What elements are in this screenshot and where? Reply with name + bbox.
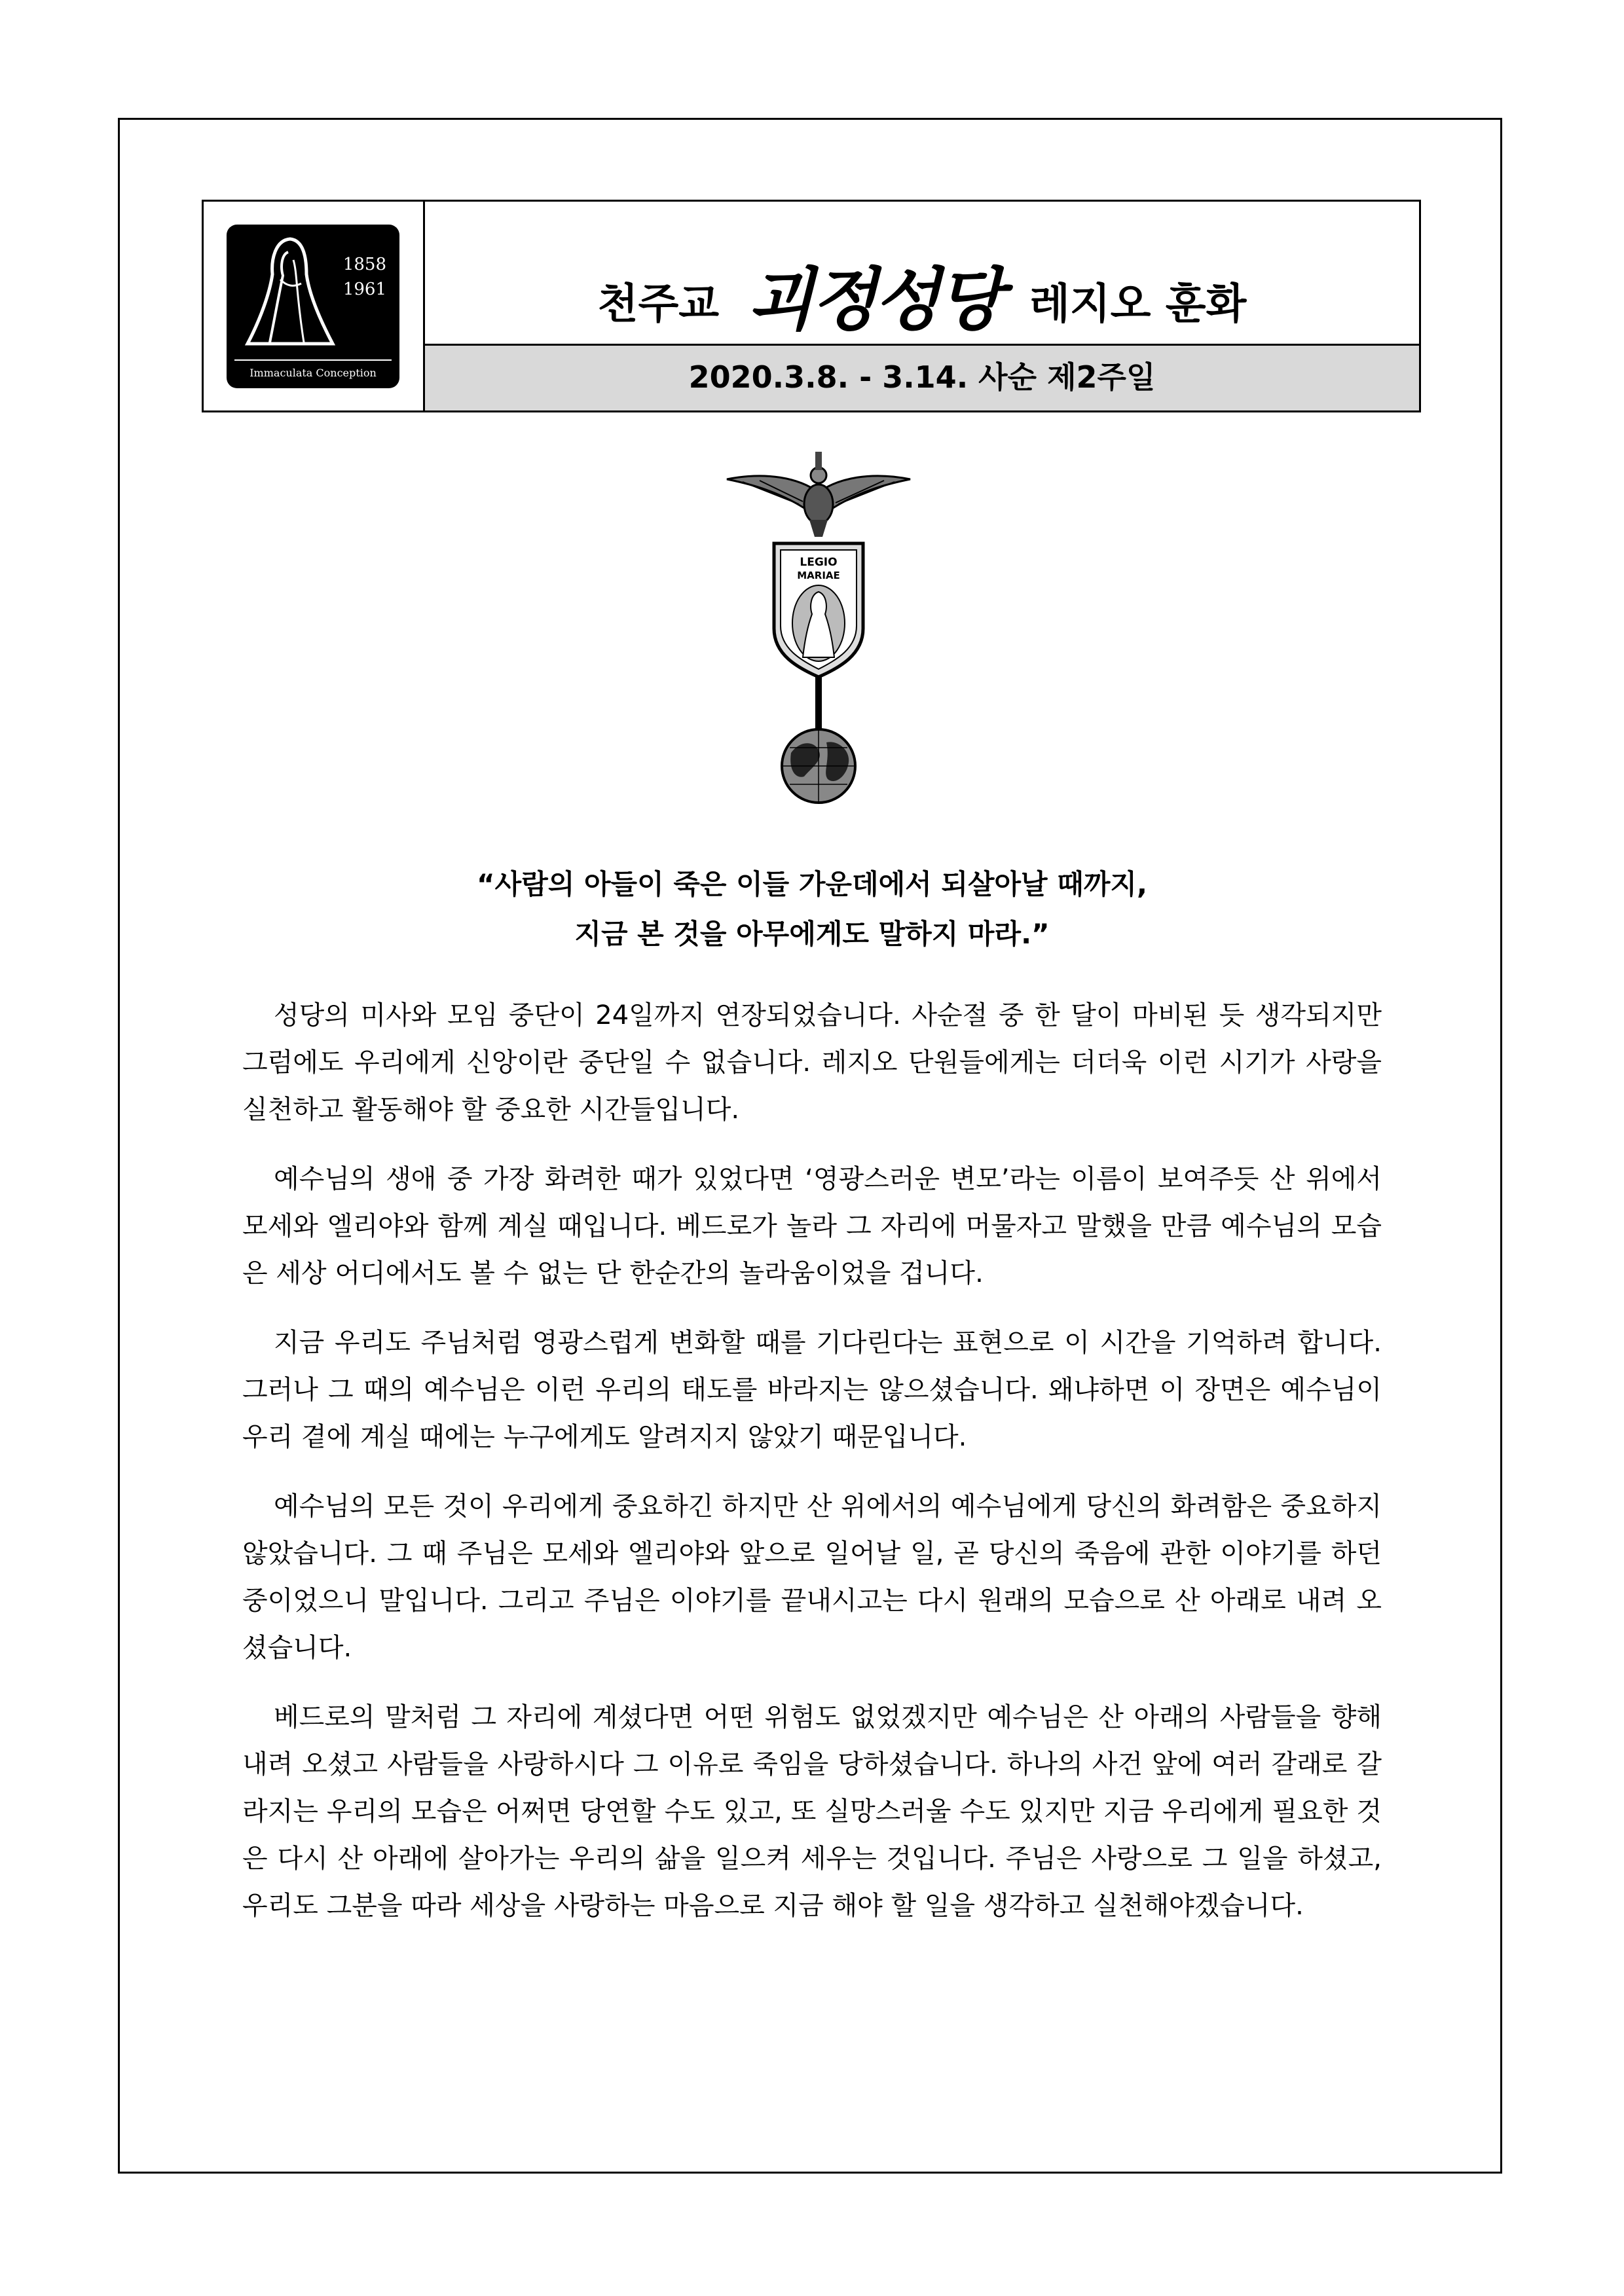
paragraph: 베드로의 말처럼 그 자리에 계셨다면 어떤 위험도 없었겠지만 예수님은 산 아래의 사람들을 향해 내려 오셨고 사람들을 사랑하시다 그 이유로 죽임을 당하셨습니다. 하나의 사건 앞에 여러 갈래로 갈라지는 우리의 모습은 어쩌면 당연할 수도 있고, 또 실망스러울 수도 있지만 지금 우리에게 필요한 것은 다시 산 아래에 살아가는 우리의 삶을 일으켜 세우는 것입니다. 주님은 사랑으로 그 일을 하셨고, 우리도 그분을 따라 세상을 사랑하는 마음으로 지금 해야 할 일을 생각하고 실천해야겠습니다. <box>242 1702 1382 1921</box>
homily-body <box>242 992 1382 1952</box>
vexillum-shield <box>774 543 863 677</box>
title-suffix: 레지오 훈화 <box>1029 280 1247 329</box>
paragraph: 예수님의 생애 중 가장 화려한 때가 있었다면 ‘영광스러운 변모’라는 이름이 보여주듯 산 위에서 모세와 엘리야와 함께 계실 때입니다. 베드로가 놀라 그 자리에 머물자고 말했을 만큼 예수님의 모습은 세상 어디에서도 볼 수 없는 단 한순간의 놀라움이었을 겁니다. <box>242 1164 1382 1288</box>
title-cell <box>425 202 1419 344</box>
legio-mariae-emblem <box>720 452 917 805</box>
logo-years <box>343 252 386 302</box>
madonna-silhouette-icon <box>241 234 339 352</box>
logo-year-start: 1858 <box>342 255 386 274</box>
dove-icon <box>727 467 910 537</box>
page-title <box>425 240 1419 338</box>
paragraph: 성당의 미사와 모임 중단이 24일까지 연장되었습니다. 사순절 중 한 달이 마비된 듯 생각되지만 그럼에도 우리에게 신앙이란 중단일 수 없습니다. 레지오 단원들에게는 더더욱 이런 시기가 사랑을 실천하고 활동해야 할 중요한 시간들입니다. <box>242 1000 1382 1125</box>
paragraph: 지금 우리도 주님처럼 영광스럽게 변화할 때를 기다린다는 표현으로 이 시간을 기억하려 합니다. 그러나 그 때의 예수님은 이런 우리의 태도를 바라지는 않으셨습니다. 왜냐하면 이 장면은 예수님이 우리 곁에 계실 때에는 누구에게도 알려지지 않았기 때문입니다. <box>242 1328 1382 1452</box>
quote-line-1: “사람의 아들이 죽은 이들 가운데에서 되살아날 때까지, <box>477 868 1147 900</box>
logo-divider <box>234 359 392 361</box>
title-prefix: 천주교 <box>597 280 720 329</box>
paragraph: 예수님의 모든 것이 우리에게 중요하긴 하지만 산 위에서의 예수님에게 당신의 화려함은 중요하지 않았습니다. 그 때 주님은 모세와 엘리야와 앞으로 일어날 일, 곧 당신의 죽음에 관한 이야기를 하던 중이었으니 말입니다. 그리고 주님은 이야기를 끝내시고는 다시 원래의 모습으로 산 아래로 내려 오셨습니다. <box>242 1491 1382 1663</box>
emblem-label-mariae: MARIAE <box>797 570 840 581</box>
emblem-label-legio: LEGIO <box>800 556 838 569</box>
date-line: 2020.3.8. - 3.14. 사순 제2주일 <box>425 344 1419 410</box>
logo-caption: Immaculata Conception <box>249 367 377 379</box>
quote-line-2: 지금 본 것을 아무에게도 말하지 마라.” <box>574 918 1050 950</box>
logo-cell <box>204 202 425 410</box>
header-box <box>202 200 1421 412</box>
logo-year-end: 1961 <box>342 280 386 299</box>
parish-logo <box>227 225 399 388</box>
church-name: 괴정성당 <box>748 259 1001 340</box>
globe-icon <box>782 729 855 803</box>
